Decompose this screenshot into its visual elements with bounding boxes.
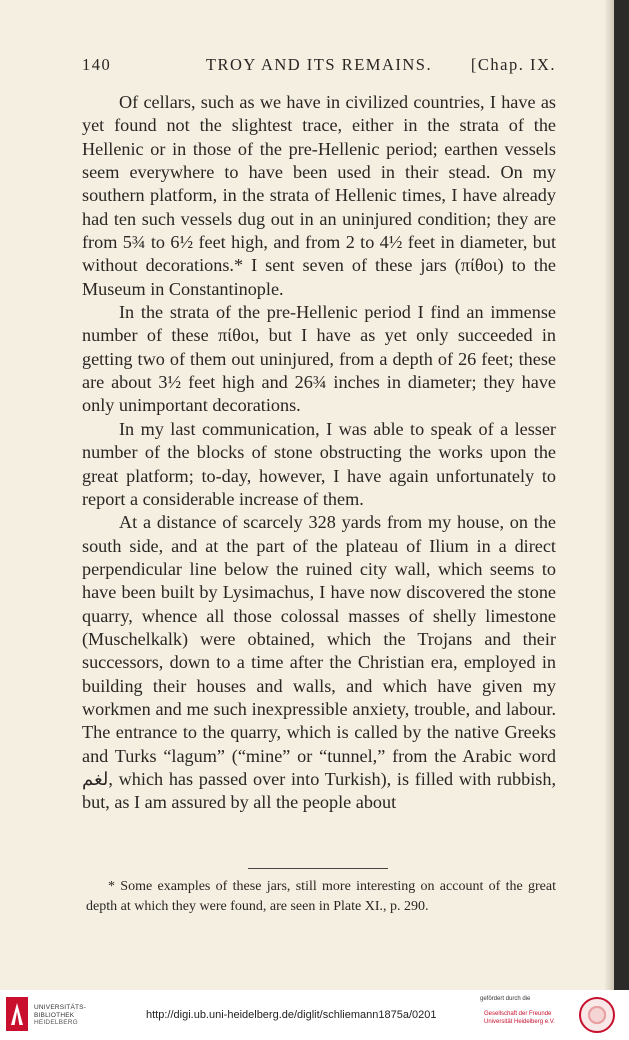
paragraph: At a distance of scarcely 328 yards from my house, on the south side, and at the part of the plateau of Ilium in a direct perpendicular line below the ruined city wall, which seems to have been built by Lysimachus, I have now discovered the stone quarry, whence all those colossal masses of shelly limestone (Muschelkalk) were obtained, which the Trojans and their successors, down to a time after the Christian era, employed in building their houses and walls, and which have given my workmen and me such inexpressible anxiety, trouble, and labour. The entrance to the quarry, which is called by the native Greeks and Turks “lagum” (“mine” or “tunnel,” from the Arabic word لغم, which has passed over into Turkish), is filled with rubbish, but, as I am assured by all the people about bbox=[82, 512, 556, 813]
library-name: UNIVERSITÄTS- BIBLIOTHEK HEIDELBERG bbox=[34, 1004, 87, 1026]
university-seal-icon bbox=[579, 997, 615, 1033]
page-number: 140 bbox=[82, 55, 112, 74]
society-name: Gesellschaft der Freunde Universität Heidelberg e.V. bbox=[484, 1011, 555, 1025]
paragraph: In my last communication, I was able to speak of a lesser number of the blocks of stone obstructing the works upon the great platform; to-day, however, I have again unfortunately to report a considerable increase of them. bbox=[82, 418, 556, 509]
supported-by-text: gefördert durch die bbox=[480, 996, 531, 1002]
footnote-rule bbox=[248, 868, 388, 869]
paragraph: Of cellars, such as we have in civilized countries, I have as yet found not the slightest trace, either in the strata of the Hellenic or in those of the pre-Hellenic period; earthen vessels seem everywhere to have been used in their stead. On my southern platform, in the strata of Hellenic times, I have already had ten such vessels dug out in an uninjured condition; they are from 5¾ to 6½ feet high, and from 2 to 4½ feet in diameter, but without decorations.* I sent seven of these jars (πίθοι) to the Museum in Constantinople. bbox=[82, 92, 556, 299]
running-title: TROY AND ITS REMAINS. bbox=[205, 55, 433, 74]
digitization-footer bbox=[0, 990, 629, 1040]
paragraph: In the strata of the pre-Hellenic period I find an immense number of these πίθοι, but I have as yet only succeeded in getting two of them out uninjured, from a depth of 26 feet; these are about 3½ feet high and 26¾ inches in diameter; they have only unimportant decorations. bbox=[82, 302, 556, 416]
body-text bbox=[82, 91, 556, 815]
footnote bbox=[86, 877, 556, 917]
chapter-label: [Chap. IX. bbox=[470, 55, 556, 74]
footnote-text: * Some examples of these jars, still more interesting on account of the great depth at which they were found, are seen in Plate XI., p. 290. bbox=[86, 879, 556, 914]
permalink-url[interactable]: http://digi.ub.uni-heidelberg.de/diglit/schliemann1875a/0201 bbox=[146, 1009, 437, 1021]
library-logo-icon bbox=[6, 997, 28, 1031]
